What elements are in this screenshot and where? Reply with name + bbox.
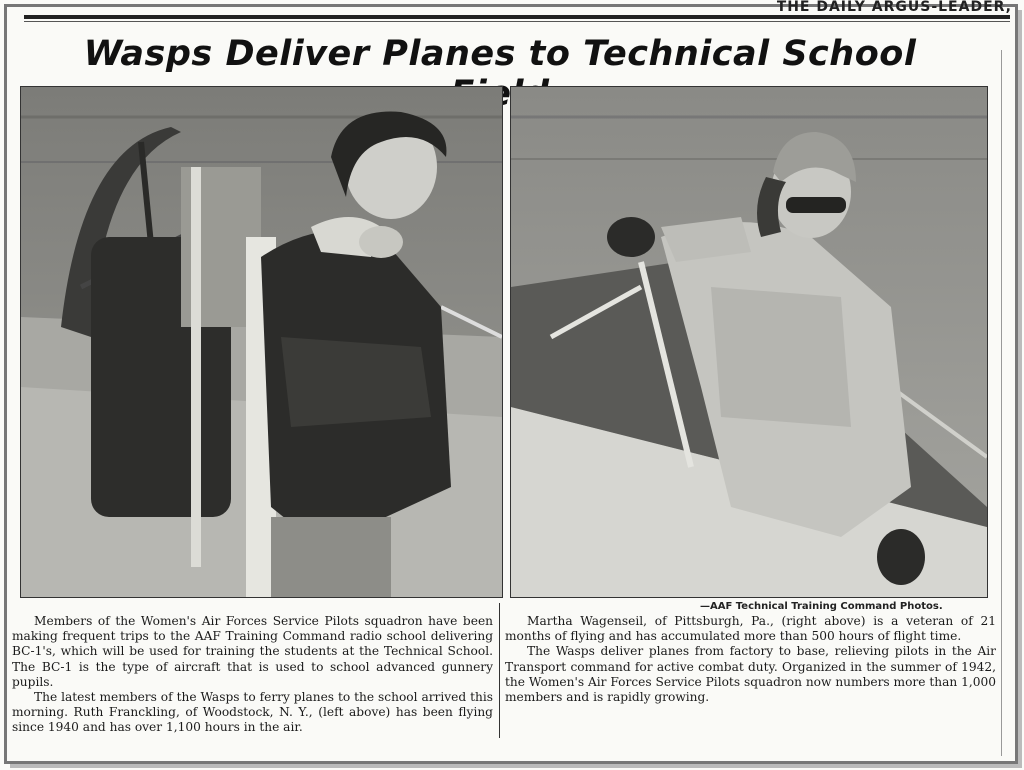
article-column-right [505,614,996,705]
article-column-left [12,614,493,736]
photo-left-illustration [21,87,502,597]
paragraph: The latest members of the Wasps to ferry planes to the school arrived this morning. Ruth Franckling, of Woodstock, N. Y., (left above) has been flying since 1940 and has over 1,100 hours in the air. [12,690,493,735]
paragraph: Members of the Women's Air Forces Service Pilots squadron have been making frequent trips to the AAF Training Command radio school delivering BC-1's, which will be used for training the students at the Technical School. The BC-1 is the type of aircraft that is used to school advanced gunnery pupils. [12,614,493,689]
masthead-rule-thin [24,21,1010,22]
column-divider [499,603,500,738]
photo-right-illustration [511,87,987,597]
masthead: THE DAILY ARGUS-LEADER, [776,0,1012,15]
paragraph: The Wasps deliver planes from factory to base, relieving pilots in the Air Transport command for active combat duty. Organized in the summer of 1942, the Women's Air Forces Service Pilots squadron now numbers more than 1,000 members and is rapidly growing. [505,644,996,705]
photo-pilot-climbing-from-cockpit [510,86,988,598]
masthead-rule [24,15,1010,19]
page-edge-rule [1001,50,1002,756]
photo-credit: —AAF Technical Training Command Photos. [700,601,943,612]
headline: Wasps Deliver Planes to Technical School [83,34,917,74]
paragraph: Martha Wagenseil, of Pittsburgh, Pa., (right above) is a veteran of 21 months of flying and has accumulated more than 500 hours of flight time. [505,614,996,644]
photo-pilot-with-parachute [20,86,503,598]
